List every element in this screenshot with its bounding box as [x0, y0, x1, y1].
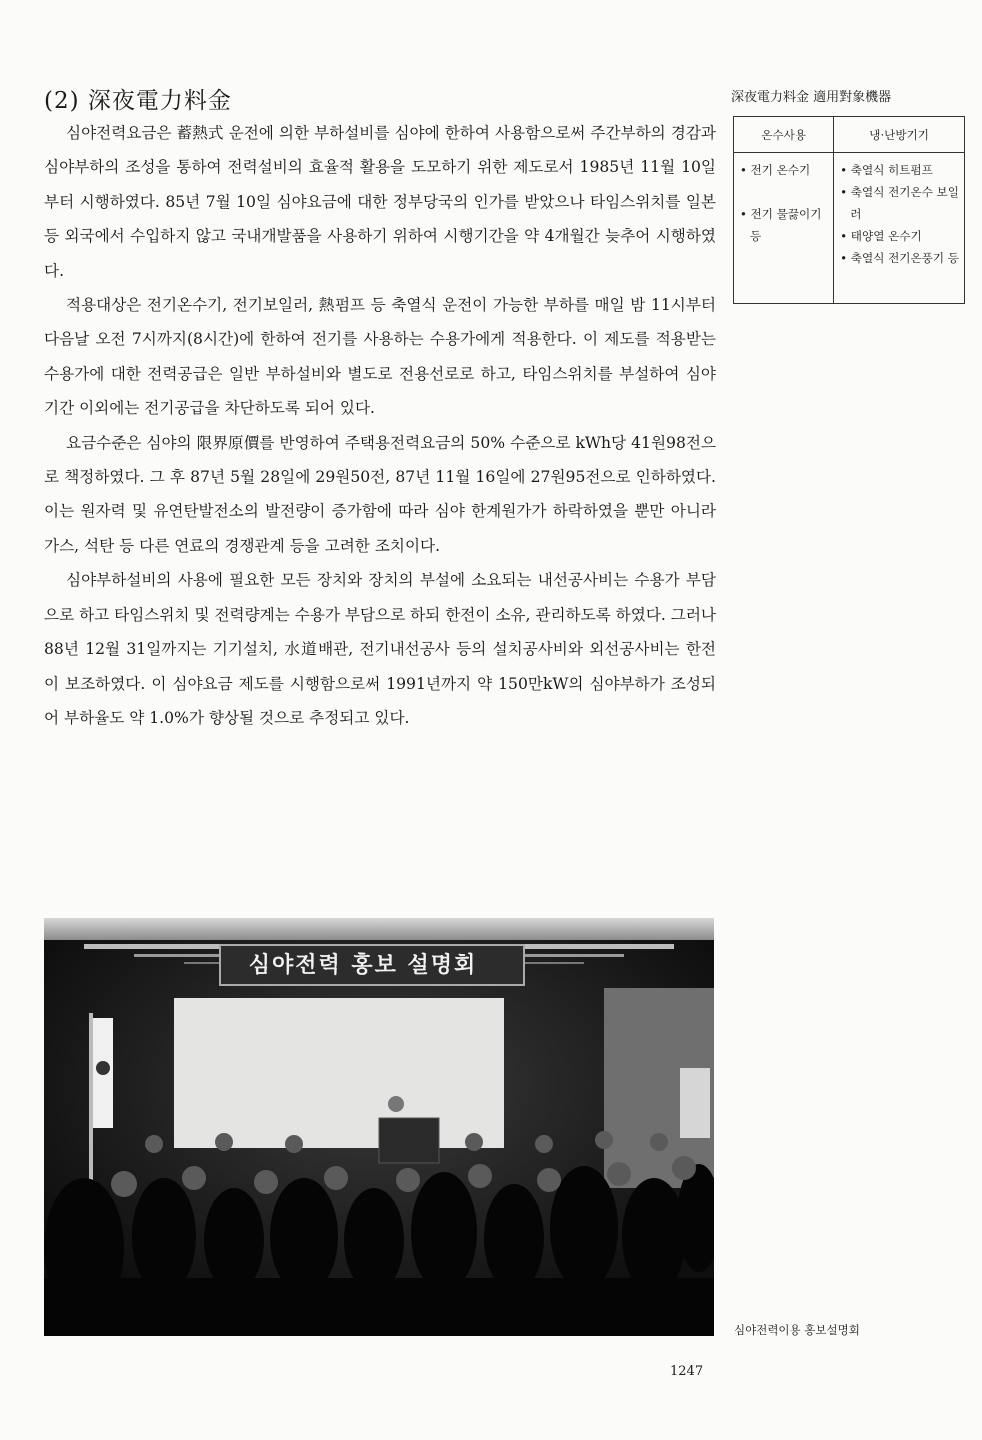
speaker — [388, 1096, 404, 1112]
projection-screen — [174, 998, 504, 1148]
paragraph-3: 요금수준은 심야의 限界原價를 반영하여 주택용전력요금의 50% 수준으로 kWh당 41원98전으로 책정하였다. 그 후 87년 5월 28일에 29원50전, 87년 11월 16일에 27원95전으로 인하하였다. 이는 원자력 및 유연탄발전소의 발전량이 증가함에 따라 심야 한계원가가 하락하였을 뿐만 아니라 가스, 석탄 등 다른 연료의 경쟁관계 등을 고려한 조치이다. — [44, 433, 716, 555]
paragraph-2: 적용대상은 전기온수기, 전기보일러, 熱펌프 등 축열식 운전이 가능한 부하를 매일 밤 11시부터 다음날 오전 7시까지(8시간)에 한하여 전기를 사용하는 수용가에게 적용한다. 이 제도를 적용받는 수용가에 대한 전력공급은 일반 부하설비와 별도로 전용선로로 하고, 타임스위치를 부설하여 심야기간 이외에는 전기공급을 차단하도록 되어 있다. — [44, 296, 716, 418]
photo-caption: 심야전력이용 홍보설명회 — [734, 1323, 860, 1337]
sidebar-table — [733, 116, 965, 304]
list-item: • 축열식 전기온수 보일러 — [840, 185, 959, 221]
list-item: • 전기 물끓이기 등 — [740, 207, 822, 243]
sidebar-title: 深夜電力料金 適用對象機器 — [731, 90, 892, 105]
list-item: • 축열식 전기온풍기 등 — [840, 251, 959, 265]
sidebar-col-hot-water — [734, 153, 834, 304]
seminar-photo — [44, 918, 714, 1336]
seminar-photo-drawing — [44, 918, 714, 1336]
list-item: • 태양열 온수기 — [840, 229, 922, 243]
paragraph-1: 심야전력요금은 蓄熱式 운전에 의한 부하설비를 심야에 한하여 사용함으로써 주간부하의 경감과 심야부하의 조성을 통하여 전력설비의 효율적 활용을 도모하기 위한 제도로서 1985년 11월 10일부터 시행하였다. 85년 7월 10일 심야요금에 대한 정부당국의 인가를 받았으나 타임스위치를 일본 등 외국에서 수입하지 않고 국내개발품을 사용하기 위하여 시행기간을 약 4개월간 늦추어 시행하였다. — [44, 124, 716, 280]
sidebar-col-heating-cooling — [834, 153, 965, 304]
body-text — [44, 116, 716, 735]
banner-text: 심야전력 홍보 설명회 — [248, 953, 478, 978]
section-title: (2) 深夜電力料金 — [44, 88, 232, 114]
list-item: • 전기 온수기 — [740, 163, 811, 177]
speaker-podium — [379, 1118, 439, 1163]
list-item: • 축열식 히트펌프 — [840, 163, 933, 177]
sidebar-header-row — [734, 117, 965, 153]
sidebar-header-hot-water: 온수사용 — [734, 117, 834, 153]
page-number: 1247 — [670, 1364, 704, 1379]
paragraph-4: 심야부하설비의 사용에 필요한 모든 장치와 장치의 부설에 소요되는 내선공사비는 수용가 부담으로 하고 타임스위치 및 전력량계는 수용가 부담으로 하되 한전이 소유, 관리하도록 하였다. 그러나 88년 12월 31일까지는 기기설치, 水道배관, 전기내선공사 등의 설치공사비와 외선공사비는 한전이 보조하였다. 이 심야요금 제도를 시행함으로써 1991년까지 약 150만kW의 심야부하가 조성되어 부하율도 약 1.0%가 향상될 것으로 추정되고 있다. — [44, 571, 716, 727]
notice-board — [680, 1068, 710, 1138]
sidebar-body-row — [734, 153, 965, 304]
sidebar-header-heating-cooling: 냉·난방기기 — [834, 117, 965, 153]
